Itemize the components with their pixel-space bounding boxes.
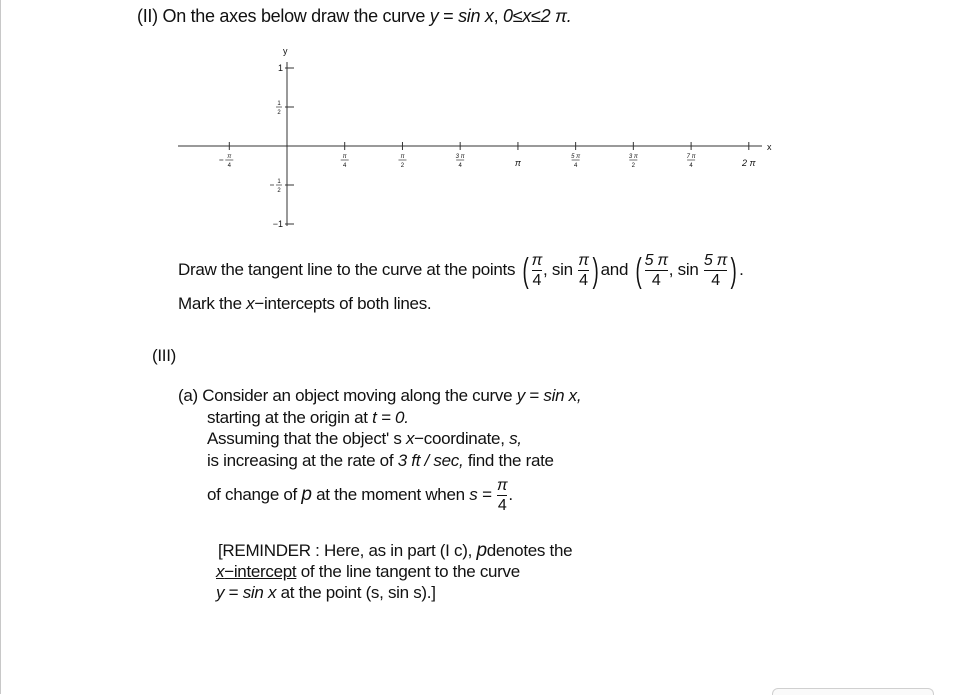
reminder-line2: x−intercept of the line tangent to the curve — [216, 562, 520, 581]
x-tick-den-7: 4 — [689, 163, 693, 169]
tangent-end-period: . — [739, 260, 744, 279]
y-tick-label-0: 1 — [277, 63, 283, 73]
x-tick-den-0: 4 — [227, 163, 231, 169]
part3a-line1: (a) Consider an object moving along the curve y = sin x, — [178, 386, 582, 405]
x-tick-num-5: 5 π — [571, 154, 581, 160]
part2-domain: 0≤x≤2 π. — [503, 6, 572, 26]
x-tick-num-7: 7 π — [686, 154, 696, 160]
y-tick-num-2: 1 — [277, 179, 281, 185]
x-tick-num-3: 3 π — [455, 154, 465, 160]
reminder-line1: [REMINDER : Here, as in part (I c), pdenotes the — [218, 540, 573, 561]
point1-y-fraction: $\frac{\pi}{4}$ — [578, 252, 589, 290]
reminder-line3: y = sin x at the point (s, sin s).] — [216, 583, 436, 602]
right-paren-1: ) — [592, 251, 599, 290]
point1-x-fraction: $\frac{\pi}{4}$ — [531, 252, 543, 290]
x-tick-den-1: 4 — [343, 163, 347, 169]
part2-eq-rhs: sin x — [458, 6, 494, 26]
and-word: and — [600, 260, 629, 279]
x-axis-label: x — [767, 142, 772, 152]
x-tick-num-2: π — [400, 154, 405, 160]
part2-eq-y: y — [429, 6, 439, 26]
part3a-line3: Assuming that the object' s x−coordinate, s, — [207, 429, 522, 448]
right-paren-2: ) — [730, 251, 737, 290]
mark-rest: −intercepts of both lines. — [254, 294, 432, 313]
point2-y-fraction: $\frac{5 \pi}{4}$ — [703, 252, 728, 290]
part3a-line4: is increasing at the rate of 3 ft / sec, find the rate — [207, 451, 554, 470]
y-tick-den-2: 2 — [277, 188, 281, 194]
x-tick-num-0: π — [227, 154, 232, 160]
point1-sin: sin — [551, 260, 573, 279]
point2-sin: sin — [677, 260, 699, 279]
mark-text: Mark the — [178, 294, 242, 313]
y-tick-label-3: −1 — [272, 219, 283, 229]
sine-axes-graph — [0, 0, 964, 240]
x-tick-label-4: π — [514, 158, 521, 168]
part3-label: (III) — [152, 346, 176, 365]
tangent-text: Draw the tangent line to the curve at the points — [178, 260, 516, 279]
x-tick-den-3: 4 — [458, 163, 462, 169]
part2-eq-equals: = — [443, 6, 454, 26]
part2-title: (II) On the axes below draw the curve — [137, 6, 426, 26]
point2-x-fraction: $\frac{5 \pi}{4}$ — [644, 252, 668, 290]
y-tick-num-1: 1 — [277, 101, 281, 107]
part3a-line5: of change of p at the moment when s = $\frac{\pi}{4}$ . — [207, 477, 513, 515]
mark-x: x — [246, 294, 255, 313]
point2-comma: , — [668, 260, 674, 279]
point1-comma: , — [543, 260, 548, 279]
s-value-fraction: $\frac{\pi}{4}$ — [496, 477, 508, 515]
tangent-instruction — [178, 246, 744, 294]
x-tick-label-8: 2 π — [742, 158, 756, 168]
x-tick-num-6: 3 π — [628, 154, 638, 160]
y-axis-label: y — [283, 46, 288, 56]
part2-sep: , — [493, 6, 499, 26]
mark-intercepts-line — [178, 294, 431, 314]
x-tick-den-5: 4 — [573, 163, 578, 169]
x-tick-den-6: 2 — [631, 163, 636, 169]
left-paren-1: ( — [522, 251, 529, 290]
x-tick-den-2: 2 — [400, 163, 405, 169]
part3a-line2: starting at the origin at t = 0. — [207, 408, 409, 427]
x-tick-num-1: π — [342, 154, 347, 160]
y-tick-den-1: 2 — [277, 110, 281, 116]
left-paren-2: ( — [635, 251, 642, 290]
